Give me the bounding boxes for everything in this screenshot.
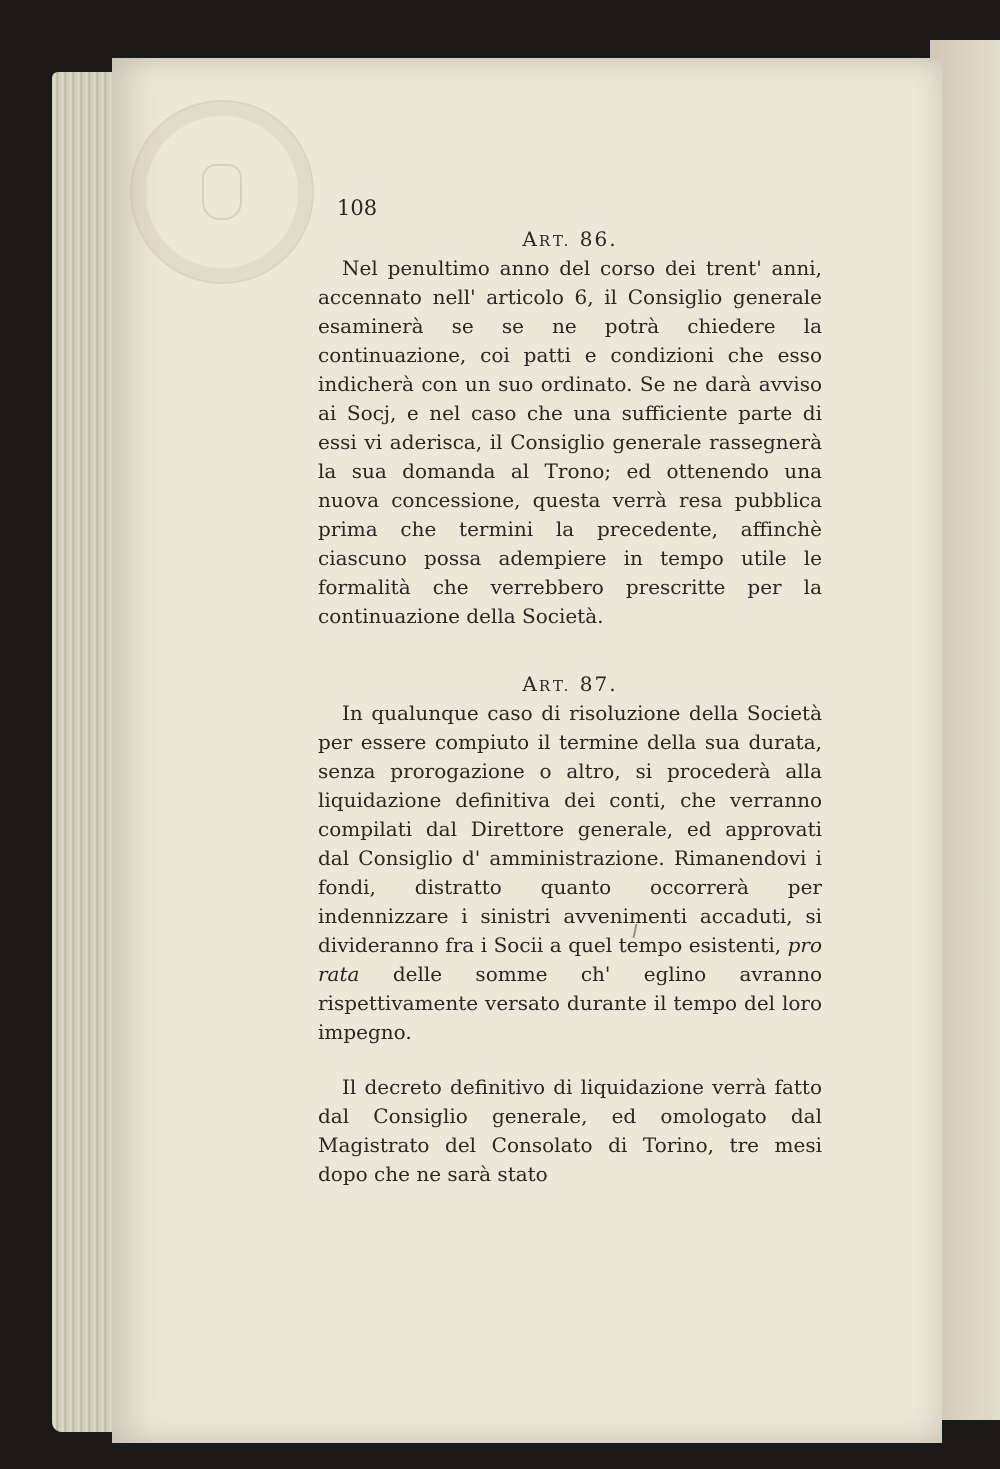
article-86-number: 86. — [579, 227, 618, 251]
article-87-text-before: In qualunque caso di risoluzione della Società per essere compiuto il termine della sua durata, senza prorogazione o altro, si procederà alla liquidazione definitiva dei conti, che verranno compilati dal Direttore generale, ed approvati dal Consiglio d' amministrazione. Rimanendovi i fondi, distratto quanto occorrerà per indennizzare i sinistri avvenimenti accaduti, si divideranno fra i Socii a quel tempo esistenti, — [318, 701, 822, 957]
article-86-heading-small: RT. — [538, 232, 572, 250]
article-87-heading — [318, 669, 822, 699]
article-87-heading-small: RT. — [538, 677, 572, 695]
page-text — [318, 188, 822, 1189]
article-87-text-after: delle somme ch' eglino avranno rispettivamente versato durante il tempo del loro impegno. — [318, 962, 822, 1044]
article-87-heading-prefix: A — [522, 672, 539, 696]
closing-paragraph: Il decreto definitivo di liquidazione verrà fatto dal Consiglio generale, ed omologato dal Magistrato del Consolato di Torino, tre mesi dopo che ne sarà stato — [318, 1075, 822, 1186]
article-87-paragraph — [318, 699, 822, 1047]
article-86-heading-prefix: A — [522, 227, 539, 251]
article-87-number: 87. — [579, 672, 618, 696]
embossed-seal — [130, 100, 314, 284]
article-87-italic-phrase: pro rata — [318, 933, 823, 986]
seal-emblem-icon — [202, 164, 242, 220]
page-number: 108 — [337, 196, 378, 220]
article-86-heading — [318, 224, 822, 254]
article-86-paragraph: Nel penultimo anno del corso dei trent' anni, accennato nell' articolo 6, il Consiglio generale esaminerà se se ne potrà chiedere la continuazione, coi patti e condizioni che esso indicherà con un suo ordinato. Se ne darà avviso ai Socj, e nel caso che una sufficiente parte di essi vi aderisca, il Consiglio generale rassegnerà la sua domanda al Trono; ed ottenendo una nuova concessione, questa verrà resa pubblica prima che termini la precedente, affinchè ciascuno possa adempiere in tempo utile le formalità che verrebbero prescritte per la continuazione della Società. — [318, 256, 822, 628]
